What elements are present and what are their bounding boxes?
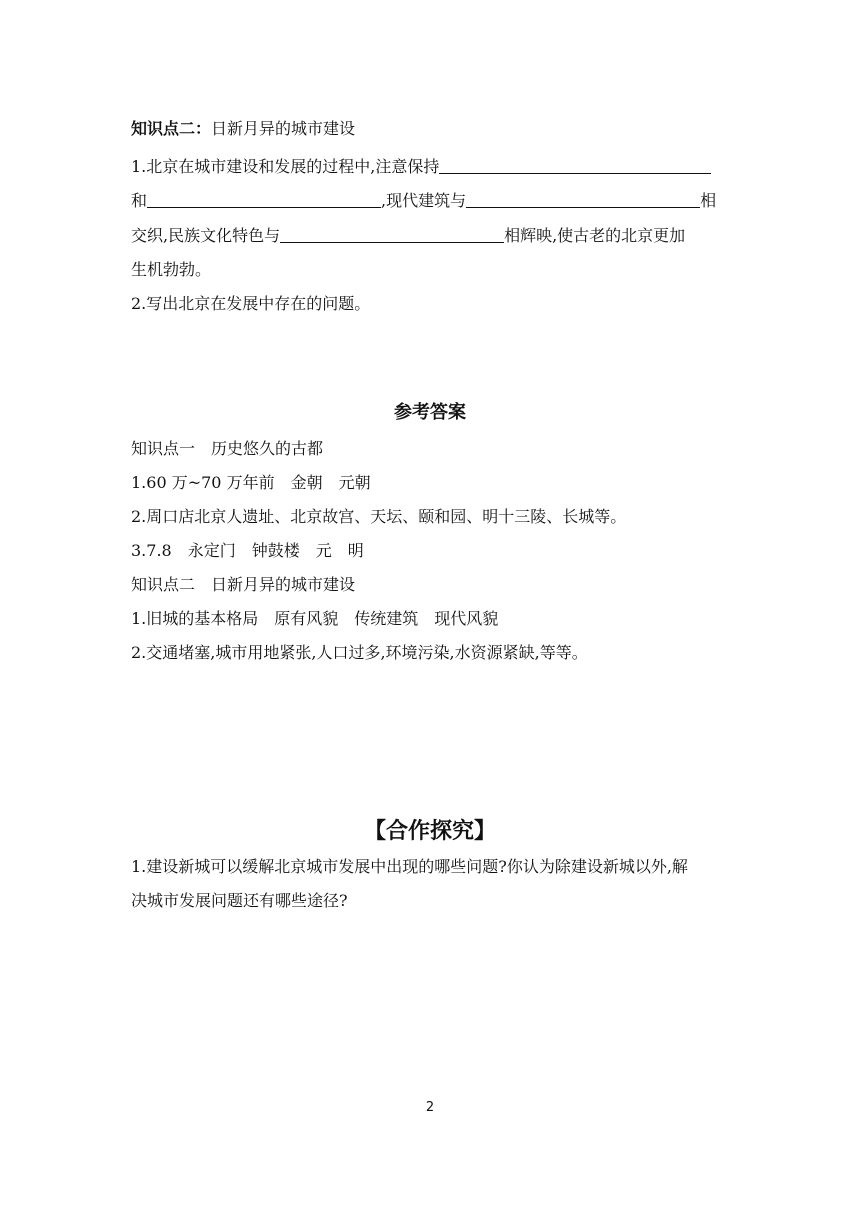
cooperation-q1-line1: 1.建设新城可以缓解北京城市发展中出现的哪些问题?你认为除建设新城以外,解 (131, 857, 688, 876)
kp2-heading (131, 119, 355, 139)
answer-line: 2.交通堵塞,城市用地紧张,人口过多,环境污染,水资源紧缺,等等。 (131, 643, 588, 662)
cooperation-q1-line2: 决城市发展问题还有哪些途径? (131, 891, 348, 910)
answer-blank[interactable] (466, 191, 700, 208)
kp2-q1-line2 (131, 191, 716, 211)
answer-line: 2.周口店北京人遗址、北京故宫、天坛、颐和园、明十三陵、长城等。 (131, 507, 627, 526)
answer-line: 3.7.8 永定门 钟鼓楼 元 明 (131, 541, 364, 560)
kp2-q1-text: 1.北京在城市建设和发展的过程中,注意保持 (131, 157, 440, 176)
kp2-q1-text: 相 (700, 191, 717, 210)
kp2-heading-label: 知识点二： (131, 119, 212, 138)
answer-blank[interactable] (280, 226, 504, 243)
kp2-q1-line1 (131, 157, 711, 177)
answer-blank[interactable] (439, 157, 711, 174)
kp2-q1-line3 (131, 226, 685, 246)
answer-blank[interactable] (147, 191, 381, 208)
answer-line: 1.旧城的基本格局 原有风貌 传统建筑 现代风貌 (131, 609, 499, 628)
kp2-q1-text: 相辉映,使古老的北京更加 (504, 226, 686, 245)
kp2-heading-title: 日新月异的城市建设 (211, 119, 356, 138)
page-number: 2 (425, 1100, 435, 1115)
kp2-q2: 2.写出北京在发展中存在的问题。 (131, 294, 371, 313)
kp2-q1-line4: 生机勃勃。 (131, 260, 212, 279)
cooperation-title: 【合作探究】 (363, 819, 496, 844)
kp2-q1-text: ,现代建筑与 (381, 191, 467, 210)
kp2-q1-text: 交织,民族文化特色与 (131, 226, 281, 245)
kp2-q1-text: 和 (131, 191, 148, 210)
answer-line: 1.60 万~70 万年前 金朝 元朝 (131, 473, 371, 492)
answer-line: 知识点二 日新月异的城市建设 (131, 575, 356, 594)
answers-title: 参考答案 (394, 402, 466, 423)
answer-line: 知识点一 历史悠久的古都 (131, 439, 324, 458)
